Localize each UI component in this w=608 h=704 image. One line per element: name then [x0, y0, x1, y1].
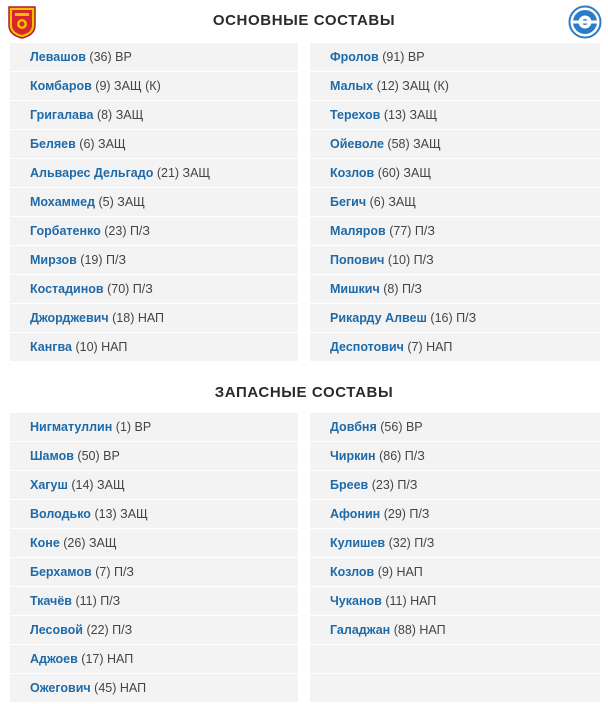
player-info: (11) НАП — [385, 594, 437, 608]
player-link[interactable]: Ткачёв — [30, 594, 72, 608]
player-link[interactable]: Чуканов — [330, 594, 382, 608]
player-link[interactable]: Афонин — [330, 507, 381, 521]
player-info: (9) НАП — [377, 565, 423, 579]
player-info: (19) П/З — [80, 253, 126, 267]
player-link[interactable]: Довбня — [330, 420, 377, 434]
player-row — [310, 159, 600, 188]
player-row — [10, 529, 298, 558]
player-link[interactable]: Джорджевич — [30, 311, 109, 325]
player-row — [10, 616, 298, 645]
player-info: (45) НАП — [94, 681, 147, 695]
player-row — [310, 304, 600, 333]
player-info: (21) ЗАЩ — [156, 166, 211, 180]
player-info: (7) П/З — [95, 565, 134, 579]
player-row — [310, 616, 600, 645]
player-row — [10, 304, 298, 333]
player-link[interactable]: Альварес Дельгадо — [30, 166, 154, 180]
player-row — [310, 471, 600, 500]
player-link[interactable]: Ожегович — [30, 681, 91, 695]
player-row — [10, 72, 298, 101]
player-info: (11) П/З — [75, 594, 121, 608]
player-info: (70) П/З — [107, 282, 153, 296]
player-info: (6) ЗАЩ — [79, 137, 126, 151]
player-link[interactable]: Галаджан — [330, 623, 391, 637]
player-info: (50) ВР — [77, 449, 120, 463]
player-info: (5) ЗАЩ — [98, 195, 145, 209]
player-info: (91) ВР — [382, 50, 425, 64]
player-link[interactable]: Лесовой — [30, 623, 83, 637]
player-row — [310, 275, 600, 304]
subs-title: ЗАПАСНЫЕ СОСТАВЫ — [214, 384, 394, 401]
player-link[interactable]: Хагуш — [30, 478, 68, 492]
player-link[interactable]: Левашов — [30, 50, 86, 64]
player-info: (56) ВР — [380, 420, 423, 434]
player-row — [310, 413, 600, 442]
orenburg-logo[interactable] — [568, 5, 602, 39]
player-info: (13) ЗАЩ — [383, 108, 438, 122]
player-link[interactable]: Ойеволе — [330, 137, 384, 151]
player-row — [10, 246, 298, 275]
player-link[interactable]: Попович — [330, 253, 385, 267]
player-link[interactable]: Фролов — [330, 50, 379, 64]
player-row — [10, 275, 298, 304]
empty-row — [310, 674, 600, 703]
player-link[interactable]: Комбаров — [30, 79, 92, 93]
player-row — [10, 645, 298, 674]
player-row — [10, 130, 298, 159]
player-row — [310, 246, 600, 275]
player-link[interactable]: Нигматуллин — [30, 420, 113, 434]
player-link[interactable]: Деспотович — [330, 340, 404, 354]
player-link[interactable]: Мохаммед — [30, 195, 96, 209]
player-row — [10, 471, 298, 500]
player-row — [10, 188, 298, 217]
player-info: (10) П/З — [387, 253, 434, 267]
player-info: (86) П/З — [379, 449, 425, 463]
subs-away-list — [310, 413, 600, 703]
player-link[interactable]: Кангва — [30, 340, 72, 354]
player-row — [10, 500, 298, 529]
player-link[interactable]: Бреев — [330, 478, 369, 492]
player-link[interactable]: Кулишев — [330, 536, 386, 550]
player-link[interactable]: Бегич — [330, 195, 367, 209]
player-row — [310, 558, 600, 587]
player-link[interactable]: Берхамов — [30, 565, 92, 579]
player-info: (29) П/З — [383, 507, 430, 521]
player-info: (18) НАП — [112, 311, 165, 325]
player-row — [10, 587, 298, 616]
player-info: (9) ЗАЩ (К) — [95, 79, 161, 93]
player-info: (26) ЗАЩ — [63, 536, 117, 550]
player-info: (77) П/З — [389, 224, 435, 238]
player-row — [310, 43, 600, 72]
player-link[interactable]: Костадинов — [30, 282, 104, 296]
player-link[interactable]: Григалава — [30, 108, 94, 122]
player-row — [10, 413, 298, 442]
player-link[interactable]: Маляров — [330, 224, 386, 238]
player-info: (32) П/З — [388, 536, 435, 550]
player-info: (14) ЗАЩ — [71, 478, 125, 492]
player-row — [310, 587, 600, 616]
player-row — [10, 43, 298, 72]
player-info: (22) П/З — [86, 623, 133, 637]
player-info: (36) ВР — [89, 50, 132, 64]
player-row — [10, 217, 298, 246]
player-row — [310, 500, 600, 529]
main-lineups-title: ОСНОВНЫЕ СОСТАВЫ — [212, 12, 396, 29]
player-row — [310, 333, 600, 362]
player-info: (7) НАП — [407, 340, 453, 354]
player-link[interactable]: Малых — [330, 79, 374, 93]
player-info: (60) ЗАЩ — [377, 166, 432, 180]
player-info: (23) П/З — [104, 224, 150, 238]
player-row — [310, 130, 600, 159]
player-link[interactable]: Володько — [30, 507, 91, 521]
player-link[interactable]: Чиркин — [330, 449, 376, 463]
player-row — [310, 217, 600, 246]
player-info: (1) ВР — [115, 420, 152, 434]
player-info: (16) П/З — [430, 311, 477, 325]
player-link[interactable]: Козлов — [330, 166, 375, 180]
main-away-list — [310, 43, 600, 362]
player-info: (13) ЗАЩ — [94, 507, 148, 521]
player-row — [310, 101, 600, 130]
player-link[interactable]: Мишкич — [330, 282, 380, 296]
subs-header — [0, 372, 608, 414]
player-link[interactable]: Коне — [30, 536, 60, 550]
player-link[interactable]: Мирзов — [30, 253, 77, 267]
player-info: (88) НАП — [393, 623, 446, 637]
player-link[interactable]: Горбатенко — [30, 224, 101, 238]
player-row — [10, 159, 298, 188]
player-link[interactable]: Беляев — [30, 137, 76, 151]
player-info: (23) П/З — [371, 478, 418, 492]
main-lineups-header — [0, 0, 608, 42]
player-info: (8) ЗАЩ — [96, 108, 144, 122]
player-info: (12) ЗАЩ (К) — [376, 79, 449, 93]
player-info: (6) ЗАЩ — [369, 195, 416, 209]
player-link[interactable]: Рикарду Алвеш — [330, 311, 427, 325]
player-row — [310, 442, 600, 471]
player-link[interactable]: Шамов — [30, 449, 74, 463]
player-info: (58) ЗАЩ — [387, 137, 441, 151]
player-info: (17) НАП — [81, 652, 134, 666]
player-row — [310, 188, 600, 217]
player-row — [10, 558, 298, 587]
subs-home-list — [10, 413, 298, 703]
player-info: (8) П/З — [383, 282, 422, 296]
player-info: (10) НАП — [75, 340, 128, 354]
main-home-list — [10, 43, 298, 362]
empty-row — [310, 645, 600, 674]
player-row — [10, 674, 298, 703]
player-row — [10, 101, 298, 130]
player-link[interactable]: Терехов — [330, 108, 381, 122]
player-row — [310, 72, 600, 101]
player-link[interactable]: Козлов — [330, 565, 375, 579]
player-row — [310, 529, 600, 558]
player-row — [10, 333, 298, 362]
player-row — [10, 442, 298, 471]
player-link[interactable]: Аджоев — [30, 652, 78, 666]
